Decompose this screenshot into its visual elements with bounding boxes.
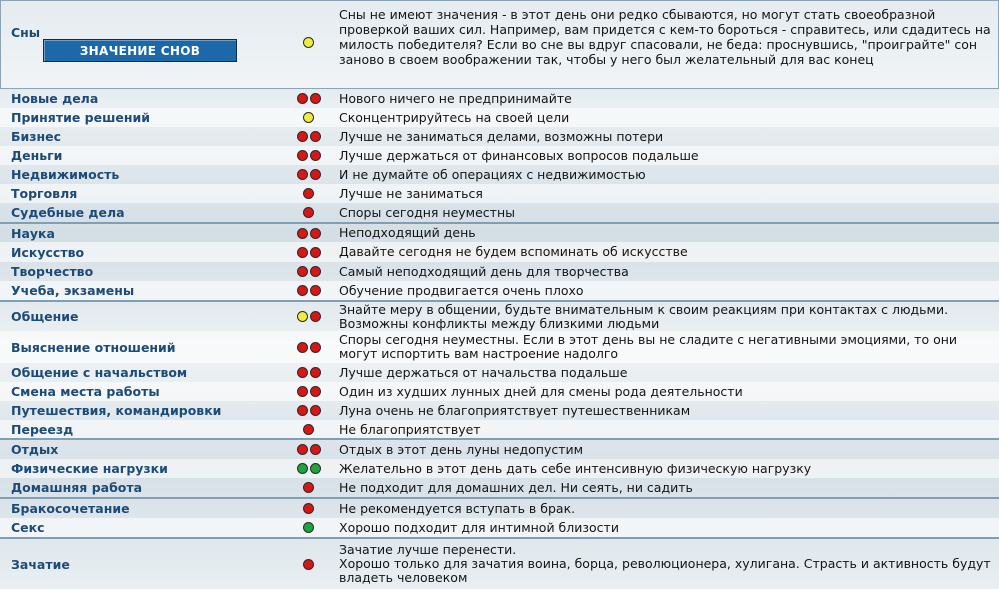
red-dot-icon	[310, 386, 321, 397]
row-label: Общение	[11, 309, 79, 324]
red-dot-icon	[297, 386, 308, 397]
table-row	[0, 222, 999, 242]
red-dot-icon	[310, 131, 321, 142]
row-description: Споры сегодня неуместны	[339, 204, 515, 220]
table-row	[0, 281, 999, 300]
table-row	[0, 262, 999, 281]
row-description: Один из худших лунных дней для смены рода деятельности	[339, 383, 743, 399]
red-dot-icon	[297, 228, 308, 239]
red-dot-icon	[303, 503, 314, 514]
table-row	[0, 165, 999, 184]
rating-dots	[286, 459, 331, 478]
row-label: Бракосочетание	[11, 501, 130, 516]
row-description: И не думайте об операциях с недвижимостью	[339, 166, 646, 182]
red-dot-icon	[310, 285, 321, 296]
table-row	[0, 146, 999, 165]
table-row	[0, 108, 999, 127]
table-row	[0, 242, 999, 262]
red-dot-icon	[297, 93, 308, 104]
red-dot-icon	[297, 285, 308, 296]
rating-dots	[286, 203, 331, 222]
row-label: Творчество	[11, 264, 94, 279]
rating-dots	[286, 89, 331, 108]
rating-dots	[286, 363, 331, 382]
row-label: Искусство	[11, 244, 85, 260]
row-description: Неподходящий день	[339, 225, 476, 240]
table-row	[0, 0, 999, 89]
row-description: Сны не имеют значения - в этот день они редко сбываются, но могут стать своеобразной проверкой ваших сил. Например, вам придется с кем-то бороться - справитесь, или сдадитесь на милость победителя? Если во сне вы вдруг спасовали, не беда: проснувшись, "проиграйте" сон заново в своем воображении так, чтобы у него был желательный для вас конец	[339, 7, 991, 67]
row-description: Знайте меру в общении, будьте внимательным к своим реакциям при контактах с людьми. Возможны конфликты между близкими людьми	[339, 301, 949, 331]
row-label: Общение с начальством	[11, 365, 188, 380]
rating-dots	[286, 302, 331, 331]
table-row	[0, 459, 999, 478]
row-label: Домашняя работа	[11, 480, 143, 495]
row-label: Наука	[11, 225, 55, 241]
red-dot-icon	[303, 207, 314, 218]
green-dot-icon	[297, 463, 308, 474]
red-dot-icon	[310, 228, 321, 239]
red-dot-icon	[303, 559, 314, 570]
rating-dots	[286, 281, 331, 300]
red-dot-icon	[297, 444, 308, 455]
yellow-dot-icon	[303, 112, 314, 123]
row-label: Переезд	[11, 422, 74, 437]
row-description: Луна очень не благоприятствует путешественникам	[339, 402, 691, 418]
row-label: Смена места работы	[11, 384, 160, 399]
row-description: Хорошо подходит для интимной близости	[339, 519, 619, 535]
red-dot-icon	[297, 367, 308, 378]
red-dot-icon	[310, 93, 321, 104]
row-description: Лучше не заниматься делами, возможны потери	[339, 128, 664, 144]
red-dot-icon	[297, 405, 308, 416]
rating-dots	[286, 331, 331, 363]
red-dot-icon	[297, 266, 308, 277]
row-label: Выяснение отношений	[11, 339, 176, 355]
row-description: Отдых в этот день луны недопустим	[339, 441, 584, 457]
row-label: Бизнес	[11, 129, 62, 144]
red-dot-icon	[310, 169, 321, 180]
rating-dots	[286, 382, 331, 401]
red-dot-icon	[310, 405, 321, 416]
red-dot-icon	[303, 188, 314, 199]
row-label: Физические нагрузки	[11, 461, 168, 476]
row-description: Давайте сегодня не будем вспоминать об искусстве	[339, 244, 688, 259]
red-dot-icon	[297, 169, 308, 180]
row-description: Не рекомендуется вступать в брак.	[339, 500, 576, 516]
rating-dots	[286, 165, 331, 184]
row-label: Торговля	[11, 186, 78, 201]
row-label: Путешествия, командировки	[11, 403, 222, 418]
rating-dots	[286, 499, 331, 518]
row-description: Сконцентрируйтесь на своей цели	[339, 109, 570, 125]
row-label	[0, 0, 286, 89]
row-label: Принятие решений	[11, 110, 150, 125]
row-description: Не подходит для домашних дел. Ни сеять, ни садить	[339, 479, 693, 495]
row-description: Лучше держаться от финансовых вопросов подальше	[339, 147, 699, 163]
rating-dots	[286, 127, 331, 146]
red-dot-icon	[310, 342, 321, 353]
red-dot-icon	[297, 342, 308, 353]
table-row	[0, 420, 999, 439]
table-row	[0, 382, 999, 401]
row-description: Лучше держаться от начальства подальше	[339, 364, 628, 380]
table-row	[0, 300, 999, 331]
row-description: Нового ничего не предпринимайте	[339, 90, 572, 106]
rating-dots	[286, 478, 331, 497]
red-dot-icon	[310, 266, 321, 277]
rating-dots	[286, 401, 331, 420]
table-row	[0, 537, 999, 589]
red-dot-icon	[310, 444, 321, 455]
table-row	[0, 497, 999, 518]
row-label: Новые дела	[11, 91, 99, 106]
red-dot-icon	[310, 247, 321, 258]
rating-dots	[286, 224, 331, 242]
row-label: Деньги	[11, 148, 63, 163]
row-description: Зачатие лучше перенести. Хорошо только для зачатия воина, борца, революционера, хулигана. Страсть и активность будут владеть человеком	[339, 542, 991, 585]
table-row	[0, 438, 999, 459]
table-row	[0, 363, 999, 382]
green-dot-icon	[310, 463, 321, 474]
rating-dots	[286, 518, 331, 537]
green-dot-icon	[303, 522, 314, 533]
red-dot-icon	[310, 311, 321, 322]
rating-dots	[286, 262, 331, 281]
red-dot-icon	[297, 247, 308, 258]
row-description: Обучение продвигается очень плохо	[339, 282, 584, 298]
red-dot-icon	[303, 482, 314, 493]
rating-dots	[286, 184, 331, 203]
table-row	[0, 127, 999, 146]
rating-dots	[286, 242, 331, 262]
table-row	[0, 184, 999, 203]
rating-dots	[286, 108, 331, 127]
row-label: Отдых	[11, 442, 59, 457]
row-description: Споры сегодня неуместны. Если в этот день вы не сладите с негативными эмоциями, то они могут испортить вам настроение надолго	[339, 332, 958, 361]
table-row	[0, 518, 999, 537]
table-row	[0, 331, 999, 363]
row-description: Лучше не заниматься	[339, 185, 483, 201]
row-label: Недвижимость	[11, 167, 120, 182]
red-dot-icon	[297, 150, 308, 161]
rating-dots	[286, 539, 331, 589]
yellow-dot-icon	[303, 37, 314, 48]
table-row	[0, 89, 999, 108]
row-label: Секс	[11, 520, 45, 535]
red-dot-icon	[310, 150, 321, 161]
rating-dots	[286, 146, 331, 165]
rating-dots	[286, 420, 331, 439]
red-dot-icon	[297, 131, 308, 142]
yellow-dot-icon	[297, 311, 308, 322]
red-dot-icon	[310, 367, 321, 378]
table-row	[0, 401, 999, 420]
rating-dots	[286, 440, 331, 459]
row-label: Учеба, экзамены	[11, 283, 135, 298]
table-row	[0, 203, 999, 222]
row-label: Зачатие	[11, 556, 70, 572]
dream-meaning-button[interactable]: ЗНАЧЕНИЕ СНОВ	[43, 39, 237, 62]
red-dot-icon	[303, 424, 314, 435]
row-description: Не благоприятствует	[339, 421, 481, 437]
row-label: Судебные дела	[11, 205, 125, 220]
table-row	[0, 478, 999, 497]
row-description: Желательно в этот день дать себе интенсивную физическую нагрузку	[339, 460, 812, 476]
row-description: Самый неподходящий день для творчества	[339, 263, 629, 279]
rating-dots	[286, 0, 331, 89]
dreams-label: Сны	[11, 25, 41, 40]
